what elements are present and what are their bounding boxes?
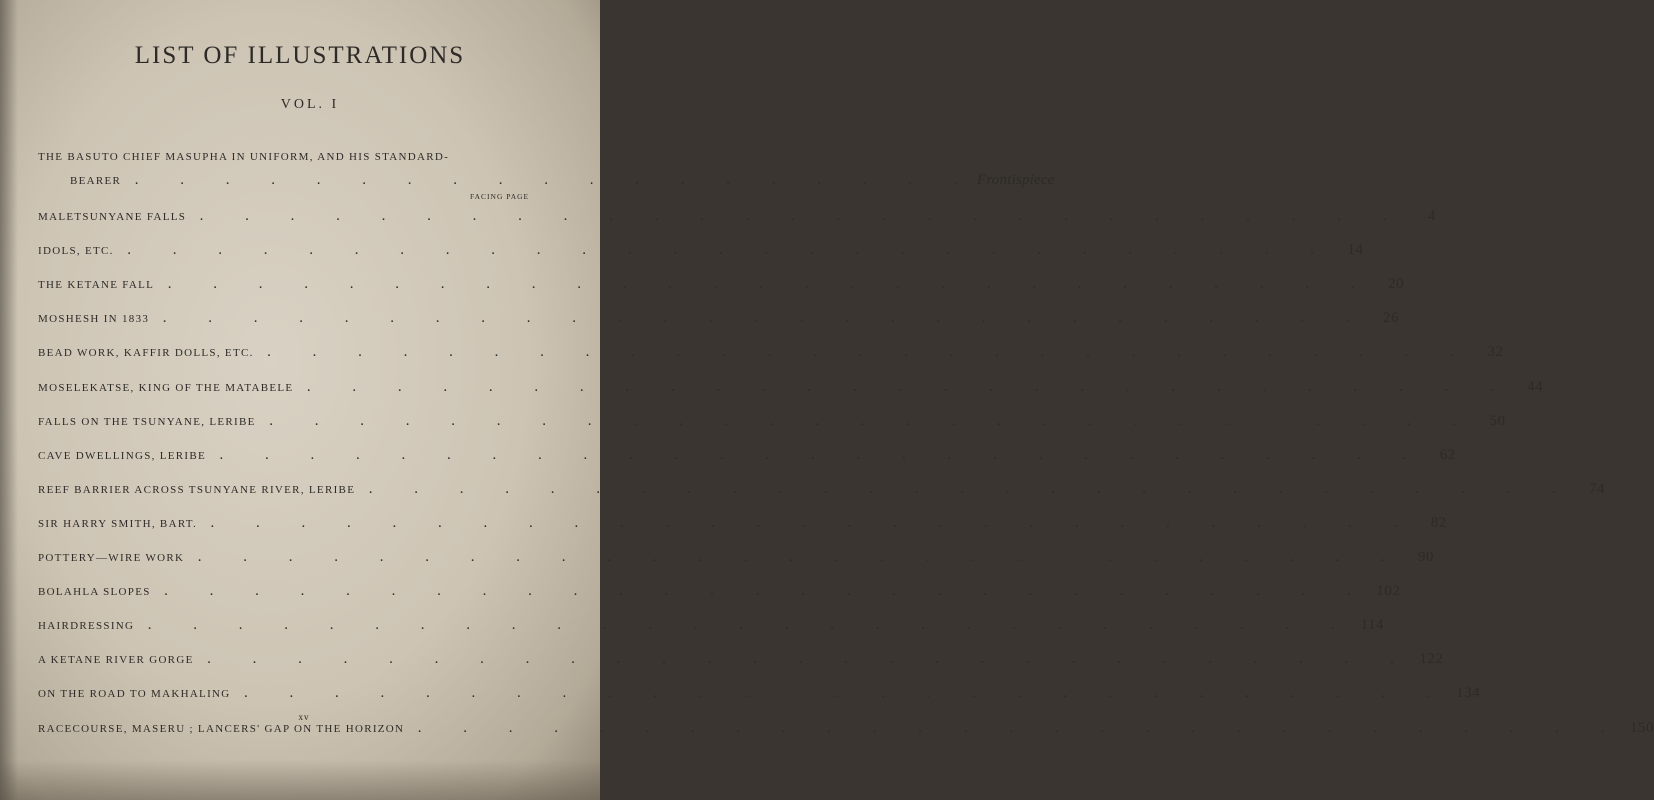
facing-page-label: FACING PAGE	[470, 192, 530, 201]
illustration-page-number: 20	[1387, 276, 1404, 293]
frontispiece-entry	[70, 172, 1055, 189]
leader-dots: . . . . . . . . . . . . . . . . . . . . . . . . . . .	[207, 654, 1414, 667]
illustration-page-number: 74	[1588, 480, 1605, 497]
list-item	[38, 651, 1444, 668]
page-number: xv	[298, 712, 310, 722]
leader-dots: . . . . . . . . . . . . . . . . . . . . . . . . . . .	[198, 552, 1405, 564]
list-item	[38, 310, 1399, 327]
frontispiece-title-line2: BEARER	[70, 175, 122, 187]
illustration-title: MALETSUNYANE FALLS	[38, 211, 187, 223]
illustration-title: ON THE ROAD TO MAKHALING	[38, 688, 231, 701]
illustration-page-number: 82	[1430, 514, 1447, 531]
list-item	[38, 514, 1447, 532]
illustration-page-number: 26	[1382, 310, 1399, 327]
volume-label: VOL. I	[280, 97, 340, 112]
illustration-page-number: 62	[1439, 446, 1456, 463]
page-edge-shadow	[0, 0, 18, 800]
frontispiece-page: Frontispiece	[976, 172, 1055, 188]
illustration-page-number: 134	[1456, 685, 1481, 702]
page-bottom-shadow	[0, 760, 600, 800]
leader-dots: . . . . . . . . . . . . . . . . . . . . . . . . . . .	[267, 347, 1474, 360]
illustration-page-number: 150	[1630, 719, 1654, 736]
leader-dots: . . . . . . . . . . . . . . . . . . . . . . . . . . .	[307, 381, 1514, 394]
illustration-title: FALLS ON THE TSUNYANE, LERIBE	[38, 415, 256, 428]
list-item	[38, 378, 1544, 396]
list-item	[38, 412, 1506, 430]
illustration-page-number: 32	[1487, 344, 1504, 361]
leader-dots: . . . . . . . . . . . . . . . . . . . . . . . . . . .	[148, 620, 1355, 633]
illustration-title: CAVE DWELLINGS, LERIBE	[38, 449, 207, 462]
leader-dots: . . . . . . . . . . . . . . . . . . . . . . . . . . .	[200, 211, 1406, 223]
illustration-title: IDOLS, ETC.	[38, 245, 114, 258]
leader-dots: . . . . . . . . . . . . . . . . . . .	[135, 175, 977, 187]
leader-dots: . . . . . . . . . . . . . . . . . . . . . . . . . . .	[418, 722, 1625, 735]
illustration-page-number: 50	[1489, 412, 1506, 429]
list-item	[38, 549, 1435, 566]
illustration-page-number: 4	[1427, 208, 1436, 224]
list-item	[38, 685, 1481, 702]
illustration-title: POTTERY—WIRE WORK	[38, 552, 185, 564]
illustration-title: BOLAHLA SLOPES	[38, 586, 151, 599]
illustration-title: HAIRDRESSING	[38, 620, 135, 633]
page-title: LIST OF ILLUSTRATIONS	[134, 42, 466, 69]
list-item	[38, 276, 1404, 293]
leader-dots: . . . . . . . . . . . . . . . . . . . . . . . . . . .	[127, 245, 1334, 258]
leader-dots: . . . . . . . . . . . . . . . . . . . . . . . . . . .	[211, 517, 1417, 530]
illustration-title: MOSHESH IN 1833	[38, 313, 150, 326]
illustration-title: REEF BARRIER ACROSS TSUNYANE RIVER, LERIBE	[38, 483, 356, 496]
illustration-page-number: 14	[1347, 242, 1364, 259]
list-item	[38, 208, 1436, 225]
list-item	[38, 719, 1654, 737]
list-item	[38, 344, 1504, 361]
list-item	[38, 480, 1605, 498]
list-item	[38, 242, 1364, 259]
leader-dots: . . . . . . . . . . . . . . . . . . . . . . . . . . .	[269, 415, 1476, 428]
leader-dots: . . . . . . . . . . . . . . . . . . . . . . . . . . .	[244, 688, 1451, 701]
illustration-page-number: 90	[1418, 549, 1435, 565]
illustration-title: MOSELEKATSE, KING OF THE MATABELE	[38, 381, 294, 394]
illustration-page-number: 122	[1419, 651, 1444, 668]
list-item	[38, 446, 1456, 464]
illustration-title: SIR HARRY SMITH, BART.	[38, 517, 198, 530]
illustration-page-number: 102	[1376, 583, 1401, 600]
illustration-page-number: 44	[1527, 378, 1544, 395]
illustration-title: A KETANE RIVER GORGE	[38, 654, 194, 667]
leader-dots: . . . . . . . . . . . . . . . . . . . . . . . . . . .	[164, 586, 1371, 599]
list-item	[38, 617, 1385, 634]
leader-dots: . . . . . . . . . . . . . . . . . . . . . . . . . . .	[163, 313, 1369, 326]
list-item	[38, 583, 1401, 600]
leader-dots: . . . . . . . . . . . . . . . . . . . . . . . . . . .	[220, 449, 1426, 462]
illustration-title: BEAD WORK, KAFFIR DOLLS, ETC.	[38, 347, 254, 360]
illustration-title: THE KETANE FALL	[38, 279, 155, 292]
frontispiece-title-line1: THE BASUTO CHIEF MASUPHA IN UNIFORM, AND HIS STANDARD-	[38, 151, 450, 163]
illustration-page-number: 114	[1360, 617, 1385, 634]
leader-dots: . . . . . . . . . . . . . . . . . . . . . . . . . . .	[369, 483, 1575, 496]
leader-dots: . . . . . . . . . . . . . . . . . . . . . . . . . . .	[168, 279, 1374, 292]
illustration-title: RACECOURSE, MASERU ; LANCERS' GAP ON THE HORIZON	[38, 722, 405, 735]
